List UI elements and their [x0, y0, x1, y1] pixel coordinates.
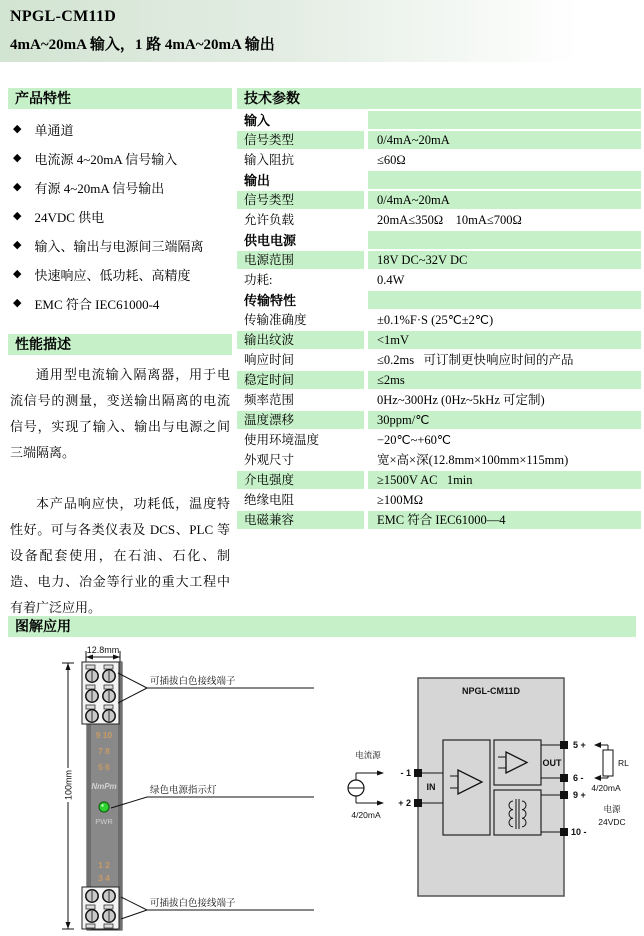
- spec-label: 电源范围: [237, 251, 364, 269]
- feature-text: 输入、输出与电源间三端隔离: [34, 239, 204, 254]
- spec-value: 0/4mA~20mA: [368, 191, 641, 209]
- spec-row: [237, 491, 641, 509]
- feature-text: EMC 符合 IEC61000-4: [34, 297, 160, 312]
- spec-section-row: [237, 231, 641, 249]
- spec-value: ≤60Ω: [377, 152, 406, 167]
- annotation-top-terminals: 可插拔白色接线端子: [150, 676, 236, 687]
- spec-row: [237, 511, 641, 529]
- spec-label: 介电强度: [237, 471, 364, 489]
- specs-section-title: 技术参数: [237, 88, 641, 109]
- spec-row: [237, 431, 641, 449]
- spec-label: 频率范围: [244, 392, 295, 407]
- spec-row: [237, 131, 641, 149]
- in-label: IN: [426, 782, 436, 792]
- spec-value: [368, 111, 641, 129]
- feature-text: 快速响应、低功耗、高精度: [34, 268, 191, 283]
- spec-label: 信号类型: [237, 131, 364, 149]
- spec-row: [237, 451, 641, 469]
- features-list: [8, 120, 232, 313]
- spec-label: 绝缘电阻: [244, 492, 295, 507]
- feature-item: [8, 178, 232, 197]
- spec-label: 传输准确度: [244, 312, 307, 327]
- performance-section-title: 性能描述: [8, 334, 232, 355]
- spec-row: [237, 331, 641, 349]
- left-column: [8, 88, 232, 621]
- spec-row: [237, 191, 641, 209]
- output-block: [494, 740, 541, 785]
- diamond-bullet-icon: ◆: [13, 181, 22, 193]
- device-dimension-diagram: [0, 642, 322, 936]
- spec-label: 输入: [237, 111, 364, 129]
- device-width-label: 12.8mm: [86, 645, 120, 655]
- diamond-bullet-icon: ◆: [13, 152, 22, 164]
- spec-row: [237, 471, 641, 489]
- spec-label: 输入阻抗: [244, 152, 295, 167]
- terminal-label-5: 5 +: [573, 740, 586, 750]
- terminal-label-neg1: - 1: [400, 768, 411, 778]
- spec-label: 传输特性: [237, 291, 364, 309]
- spec-label: 响应时间: [244, 352, 295, 367]
- terminal-numbers: 9 10: [95, 730, 113, 740]
- spec-row: [237, 151, 641, 169]
- spec-label: 输出: [237, 171, 364, 189]
- product-subtitle: 4mA~20mA 输入，1 路 4mA~20mA 输出: [10, 37, 275, 53]
- circuit-diagram: [322, 642, 644, 936]
- brand-logo: NmPm: [91, 782, 117, 791]
- current-source-icon: [348, 771, 384, 806]
- spec-value: ±0.1%F·S (25℃±2℃): [377, 312, 494, 327]
- terminal-label-pos2: + 2: [398, 798, 411, 808]
- diamond-bullet-icon: ◆: [13, 268, 22, 280]
- spec-row: [237, 311, 641, 329]
- feature-text: 24VDC 供电: [34, 210, 105, 225]
- spec-value: ≤0.2ms 可订制更快响应时间的产品: [377, 352, 574, 367]
- spec-row: [237, 391, 641, 409]
- spec-value: 0Hz~300Hz (0Hz~5kHz 可定制): [377, 392, 545, 407]
- feature-item: [8, 120, 232, 139]
- spec-value: EMC 符合 IEC61000—4: [368, 511, 641, 529]
- spec-section-row: [237, 291, 641, 309]
- annotation-middle-leader: [111, 797, 314, 808]
- feature-text: 电流源 4~20mA 信号输入: [34, 152, 178, 167]
- spec-label: 功耗:: [244, 272, 273, 287]
- spec-value: 20mA≤350Ω 10mA≤700Ω: [377, 212, 522, 227]
- terminal-numbers: 1 2: [98, 860, 110, 870]
- spec-label: 电磁兼容: [237, 511, 364, 529]
- terminal-label-6: 6 -: [573, 773, 584, 783]
- load-circuit: [594, 742, 613, 781]
- spec-row: [237, 371, 641, 389]
- power-led-icon: [99, 802, 109, 812]
- spec-label: 温度漂移: [237, 411, 364, 429]
- terminal-numbers: 5 6: [98, 762, 110, 772]
- diamond-bullet-icon: ◆: [13, 210, 22, 222]
- spec-value: 18V DC~32V DC: [368, 251, 641, 269]
- application-section-title: 图解应用: [8, 616, 636, 637]
- spec-value: <1mV: [368, 331, 641, 349]
- spec-value: 宽×高×深(12.8mm×100mm×115mm): [377, 452, 569, 467]
- resistor-icon: [603, 750, 613, 776]
- device-height-label: 100mm: [63, 769, 74, 801]
- feature-item: [8, 236, 232, 255]
- spec-value: ≤2ms: [368, 371, 641, 389]
- feature-item: [8, 265, 232, 284]
- load-resistor-label: RL: [618, 758, 629, 768]
- spec-label: 供电电源: [237, 231, 364, 249]
- annotation-bottom-terminals: 可插拔白色接线端子: [150, 898, 236, 909]
- spec-section-row: [237, 171, 641, 189]
- spec-value: [368, 171, 641, 189]
- spec-row: [237, 271, 641, 289]
- spec-value: 0.4W: [377, 272, 405, 287]
- diamond-bullet-icon: ◆: [13, 239, 22, 251]
- power-block: [494, 790, 541, 835]
- specs-table: [237, 111, 641, 529]
- pwr-label: PWR: [95, 817, 113, 826]
- spec-value: −20℃~+60℃: [377, 432, 451, 447]
- terminal-numbers: 3 4: [98, 873, 110, 883]
- spec-row: [237, 211, 641, 229]
- current-source-label: 电流源: [355, 750, 381, 760]
- circuit-title: NPGL-CM11D: [461, 686, 521, 696]
- spec-value: [368, 231, 641, 249]
- spec-row: [237, 351, 641, 369]
- isolator-box: [418, 678, 564, 896]
- input-signal-label: 4/20mA: [351, 810, 381, 820]
- spec-section-row: [237, 111, 641, 129]
- spec-label: 使用环境温度: [244, 432, 320, 447]
- spec-label: 外观尺寸: [244, 452, 295, 467]
- product-model: NPGL-CM11D: [10, 8, 117, 25]
- spec-label: 稳定时间: [237, 371, 364, 389]
- power-supply-value: 24VDC: [598, 817, 626, 827]
- specs-column: [237, 88, 641, 529]
- feature-text: 单通道: [34, 123, 74, 138]
- feature-item: [8, 294, 232, 313]
- diamond-bullet-icon: ◆: [13, 297, 22, 309]
- annotation-power-led: 绿色电源指示灯: [150, 785, 217, 796]
- terminal-label-10: 10 -: [571, 827, 587, 837]
- spec-label: 允许负载: [244, 212, 295, 227]
- feature-item: [8, 207, 232, 226]
- spec-row: [237, 411, 641, 429]
- spec-value: 0/4mA~20mA: [368, 131, 641, 149]
- terminal-numbers: 7 8: [98, 746, 110, 756]
- input-block: [443, 740, 490, 835]
- arrow-icon: [594, 775, 601, 781]
- spec-label: 输出纹波: [237, 331, 364, 349]
- feature-text: 有源 4~20mA 信号输出: [34, 181, 165, 196]
- out-label: OUT: [542, 758, 562, 768]
- spec-value: ≥100MΩ: [377, 492, 424, 507]
- feature-item: [8, 149, 232, 168]
- spec-row: [237, 251, 641, 269]
- terminal-block-top: [82, 662, 119, 724]
- arrow-icon: [594, 742, 601, 748]
- spec-value: [368, 291, 641, 309]
- page-header: [0, 0, 644, 62]
- application-diagrams: [0, 642, 644, 936]
- power-supply-label: 电源: [603, 804, 621, 814]
- output-signal-label: 4/20mA: [591, 783, 621, 793]
- spec-value: 30ppm/℃: [368, 411, 641, 429]
- spec-label: 信号类型: [237, 191, 364, 209]
- terminal-label-9: 9 +: [573, 790, 586, 800]
- performance-paragraph: 通用型电流输入隔离器，用于电流信号的测量，变送输出隔离的电流信号，实现了输入、输出与电源之间三端隔离。: [10, 367, 230, 460]
- performance-paragraph: 本产品响应快，功耗低，温度特性好。可与各类仪表及 DCS、PLC 等设备配套使用，在石油、石化、制造、电力、冶金等行业的重大工程中有着广泛应用。: [10, 496, 230, 615]
- diamond-bullet-icon: ◆: [13, 123, 22, 135]
- features-section-title: 产品特性: [8, 88, 232, 109]
- terminal-block-bottom: [82, 887, 119, 929]
- spec-value: ≥1500V AC 1min: [368, 471, 641, 489]
